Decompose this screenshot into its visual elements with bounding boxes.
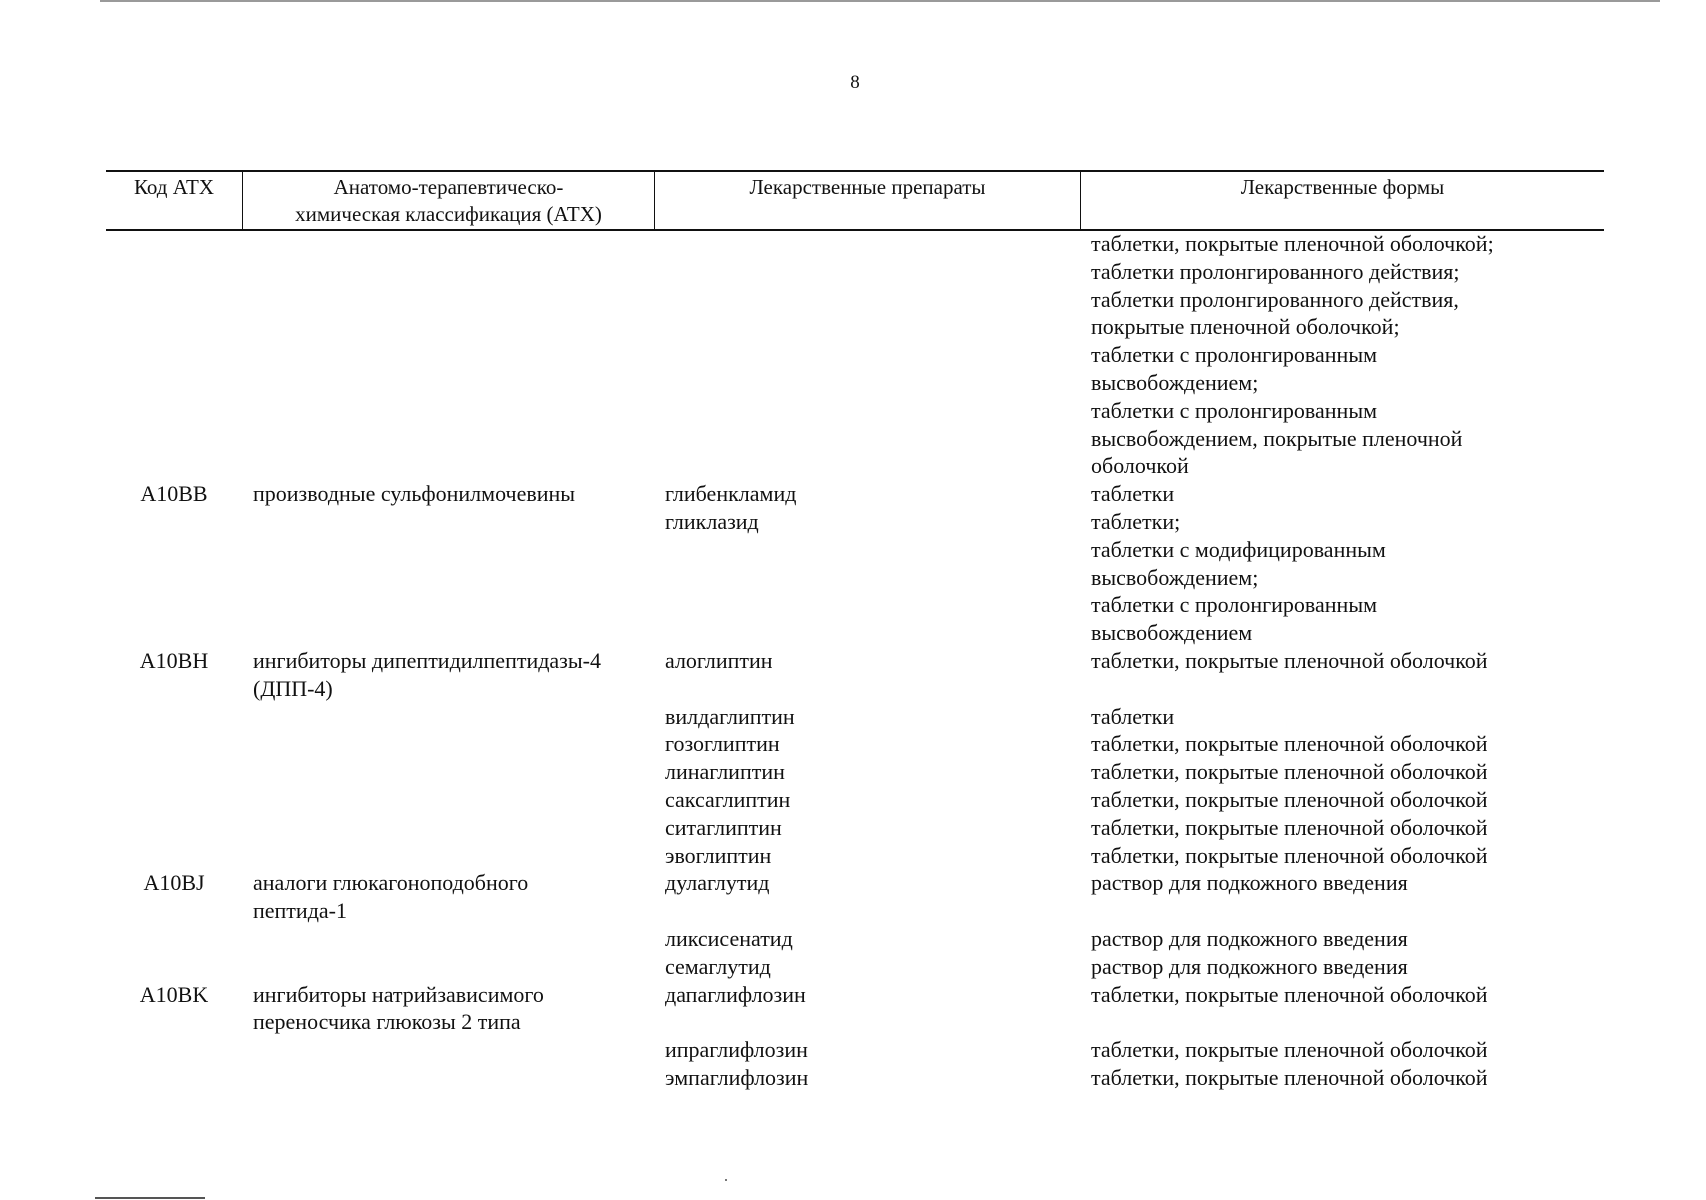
cell-drug	[654, 480, 1080, 508]
form-line: таблетки, покрытые пленочной оболочкой	[1091, 1064, 1488, 1090]
scan-edge-bottom	[95, 1197, 205, 1199]
header-code: Код АТХ	[133, 175, 215, 199]
cell-classification	[242, 647, 654, 703]
code-text: A10BK	[139, 981, 209, 1007]
table-row	[106, 758, 1604, 786]
cell-forms	[1080, 508, 1604, 647]
header-classification-line: Анатомо-терапевтическо-	[333, 175, 564, 199]
drug-name: саксаглиптин	[665, 786, 791, 812]
cell-forms	[1080, 1064, 1604, 1092]
code-text: A10BH	[139, 647, 209, 673]
cell-forms	[1080, 953, 1604, 981]
form-line: высвобождением	[1091, 620, 1253, 646]
cell-drug	[654, 814, 1080, 842]
cell-forms	[1080, 869, 1604, 897]
cell-forms	[1080, 647, 1604, 675]
cell-forms	[1080, 842, 1604, 870]
drug-name: алоглиптин	[665, 647, 773, 673]
drug-name: эмпаглифлозин	[665, 1064, 809, 1090]
drug-name: линаглиптин	[665, 759, 785, 785]
form-line: таблетки пролонгированного действия;	[1091, 258, 1460, 284]
table-row	[106, 869, 1604, 925]
table-row	[106, 1036, 1604, 1064]
table-row	[106, 1064, 1604, 1092]
classification-line: аналоги глюкагоноподобного	[253, 870, 529, 896]
cell-code	[106, 480, 242, 508]
scan-edge-top	[100, 0, 1660, 2]
table-row	[106, 953, 1604, 981]
table-row	[106, 730, 1604, 758]
form-line: таблетки, покрытые пленочной оболочкой	[1091, 842, 1488, 868]
table-row	[106, 814, 1604, 842]
drug-name: ликсисенатид	[665, 925, 793, 951]
form-line: таблетки, покрытые пленочной оболочкой	[1091, 981, 1488, 1007]
classification-line: переносчика глюкозы 2 типа	[253, 1009, 521, 1035]
cell-forms	[1080, 1036, 1604, 1064]
page-number: 8	[850, 72, 860, 93]
cell-drug	[654, 869, 1080, 897]
cell-forms	[1080, 703, 1604, 731]
form-line: таблетки	[1091, 703, 1175, 729]
form-line: раствор для подкожного введения	[1091, 953, 1408, 979]
drug-name: ипраглифлозин	[665, 1037, 808, 1063]
table-row	[106, 981, 1604, 1037]
cell-drug	[654, 925, 1080, 953]
cell-drug	[654, 786, 1080, 814]
header-drugs: Лекарственные препараты	[654, 172, 1080, 229]
cell-drug	[654, 953, 1080, 981]
form-line: раствор для подкожного введения	[1091, 870, 1408, 896]
form-line: таблетки, покрытые пленочной оболочкой	[1091, 786, 1488, 812]
cell-code	[106, 869, 242, 897]
classification-line: ингибиторы дипептидилпептидазы-4	[253, 647, 601, 673]
cell-drug	[654, 647, 1080, 675]
form-line: таблетки, покрытые пленочной оболочкой	[1091, 647, 1488, 673]
cell-drug	[654, 981, 1080, 1009]
table-header	[106, 170, 1604, 231]
cell-drug	[654, 1036, 1080, 1064]
drug-name: дапаглифлозин	[665, 981, 806, 1007]
cell-code	[106, 981, 242, 1009]
form-line: таблетки;	[1091, 508, 1181, 534]
cell-classification	[242, 869, 654, 925]
classification-line: производные сульфонилмочевины	[253, 481, 576, 507]
form-line: высвобождением;	[1091, 564, 1259, 590]
cell-drug	[654, 758, 1080, 786]
table-row	[106, 508, 1604, 647]
table-body	[106, 230, 1604, 1092]
form-line: таблетки, покрытые пленочной оболочкой	[1091, 814, 1488, 840]
cell-forms	[1080, 758, 1604, 786]
table-row	[106, 647, 1604, 703]
drug-name: глибенкламид	[665, 481, 797, 507]
form-line: покрытые пленочной оболочкой;	[1091, 314, 1400, 340]
cell-forms	[1080, 925, 1604, 953]
cell-classification	[242, 480, 654, 508]
drug-name: семаглутид	[665, 953, 771, 979]
drug-name: гликлазид	[665, 508, 759, 534]
cell-drug	[654, 730, 1080, 758]
cell-forms	[1080, 786, 1604, 814]
form-line: раствор для подкожного введения	[1091, 925, 1408, 951]
form-line: таблетки, покрытые пленочной оболочкой	[1091, 759, 1488, 785]
form-line: таблетки, покрытые пленочной оболочкой	[1091, 1037, 1488, 1063]
form-line: таблетки, покрытые пленочной оболочкой	[1091, 731, 1488, 757]
form-line: таблетки, покрытые пленочной оболочкой;	[1091, 231, 1494, 256]
table-row	[106, 925, 1604, 953]
form-line: оболочкой	[1091, 453, 1189, 479]
cell-drug	[654, 703, 1080, 731]
cell-code	[106, 647, 242, 675]
table-row	[106, 842, 1604, 870]
table-row	[106, 230, 1604, 480]
cell-forms	[1080, 230, 1604, 480]
cell-forms	[1080, 480, 1604, 508]
form-line: таблетки пролонгированного действия,	[1091, 286, 1459, 312]
drug-name: гозоглиптин	[665, 731, 780, 757]
header-forms: Лекарственные формы	[1080, 172, 1604, 229]
classification-line: пептида-1	[253, 898, 347, 924]
drug-name: эвоглиптин	[665, 842, 772, 868]
header-classification-line: химическая классификация (АТХ)	[295, 202, 602, 226]
table-row	[106, 480, 1604, 508]
code-text: A10BJ	[143, 870, 205, 896]
form-line: таблетки с пролонгированным	[1091, 342, 1378, 368]
drug-name: вилдаглиптин	[665, 703, 795, 729]
cell-classification	[242, 981, 654, 1037]
cell-forms	[1080, 730, 1604, 758]
header-classification	[242, 172, 654, 229]
cell-forms	[1080, 981, 1604, 1009]
form-line: высвобождением, покрытые пленочной	[1091, 425, 1463, 451]
drug-name: дулаглутид	[665, 870, 770, 896]
scan-speck	[725, 1179, 727, 1181]
cell-drug	[654, 508, 1080, 536]
cell-forms	[1080, 814, 1604, 842]
form-line: таблетки с пролонгированным	[1091, 592, 1378, 618]
form-line: высвобождением;	[1091, 369, 1259, 395]
code-text: A10BB	[140, 481, 208, 507]
cell-drug	[654, 1064, 1080, 1092]
table-row	[106, 703, 1604, 731]
form-line: таблетки с пролонгированным	[1091, 397, 1378, 423]
classification-line: (ДПП-4)	[253, 675, 333, 701]
drug-name: ситаглиптин	[665, 814, 782, 840]
classification-line: ингибиторы натрийзависимого	[253, 981, 544, 1007]
table-row	[106, 786, 1604, 814]
cell-drug	[654, 842, 1080, 870]
form-line: таблетки с модифицированным	[1091, 536, 1386, 562]
form-line: таблетки	[1091, 481, 1175, 507]
